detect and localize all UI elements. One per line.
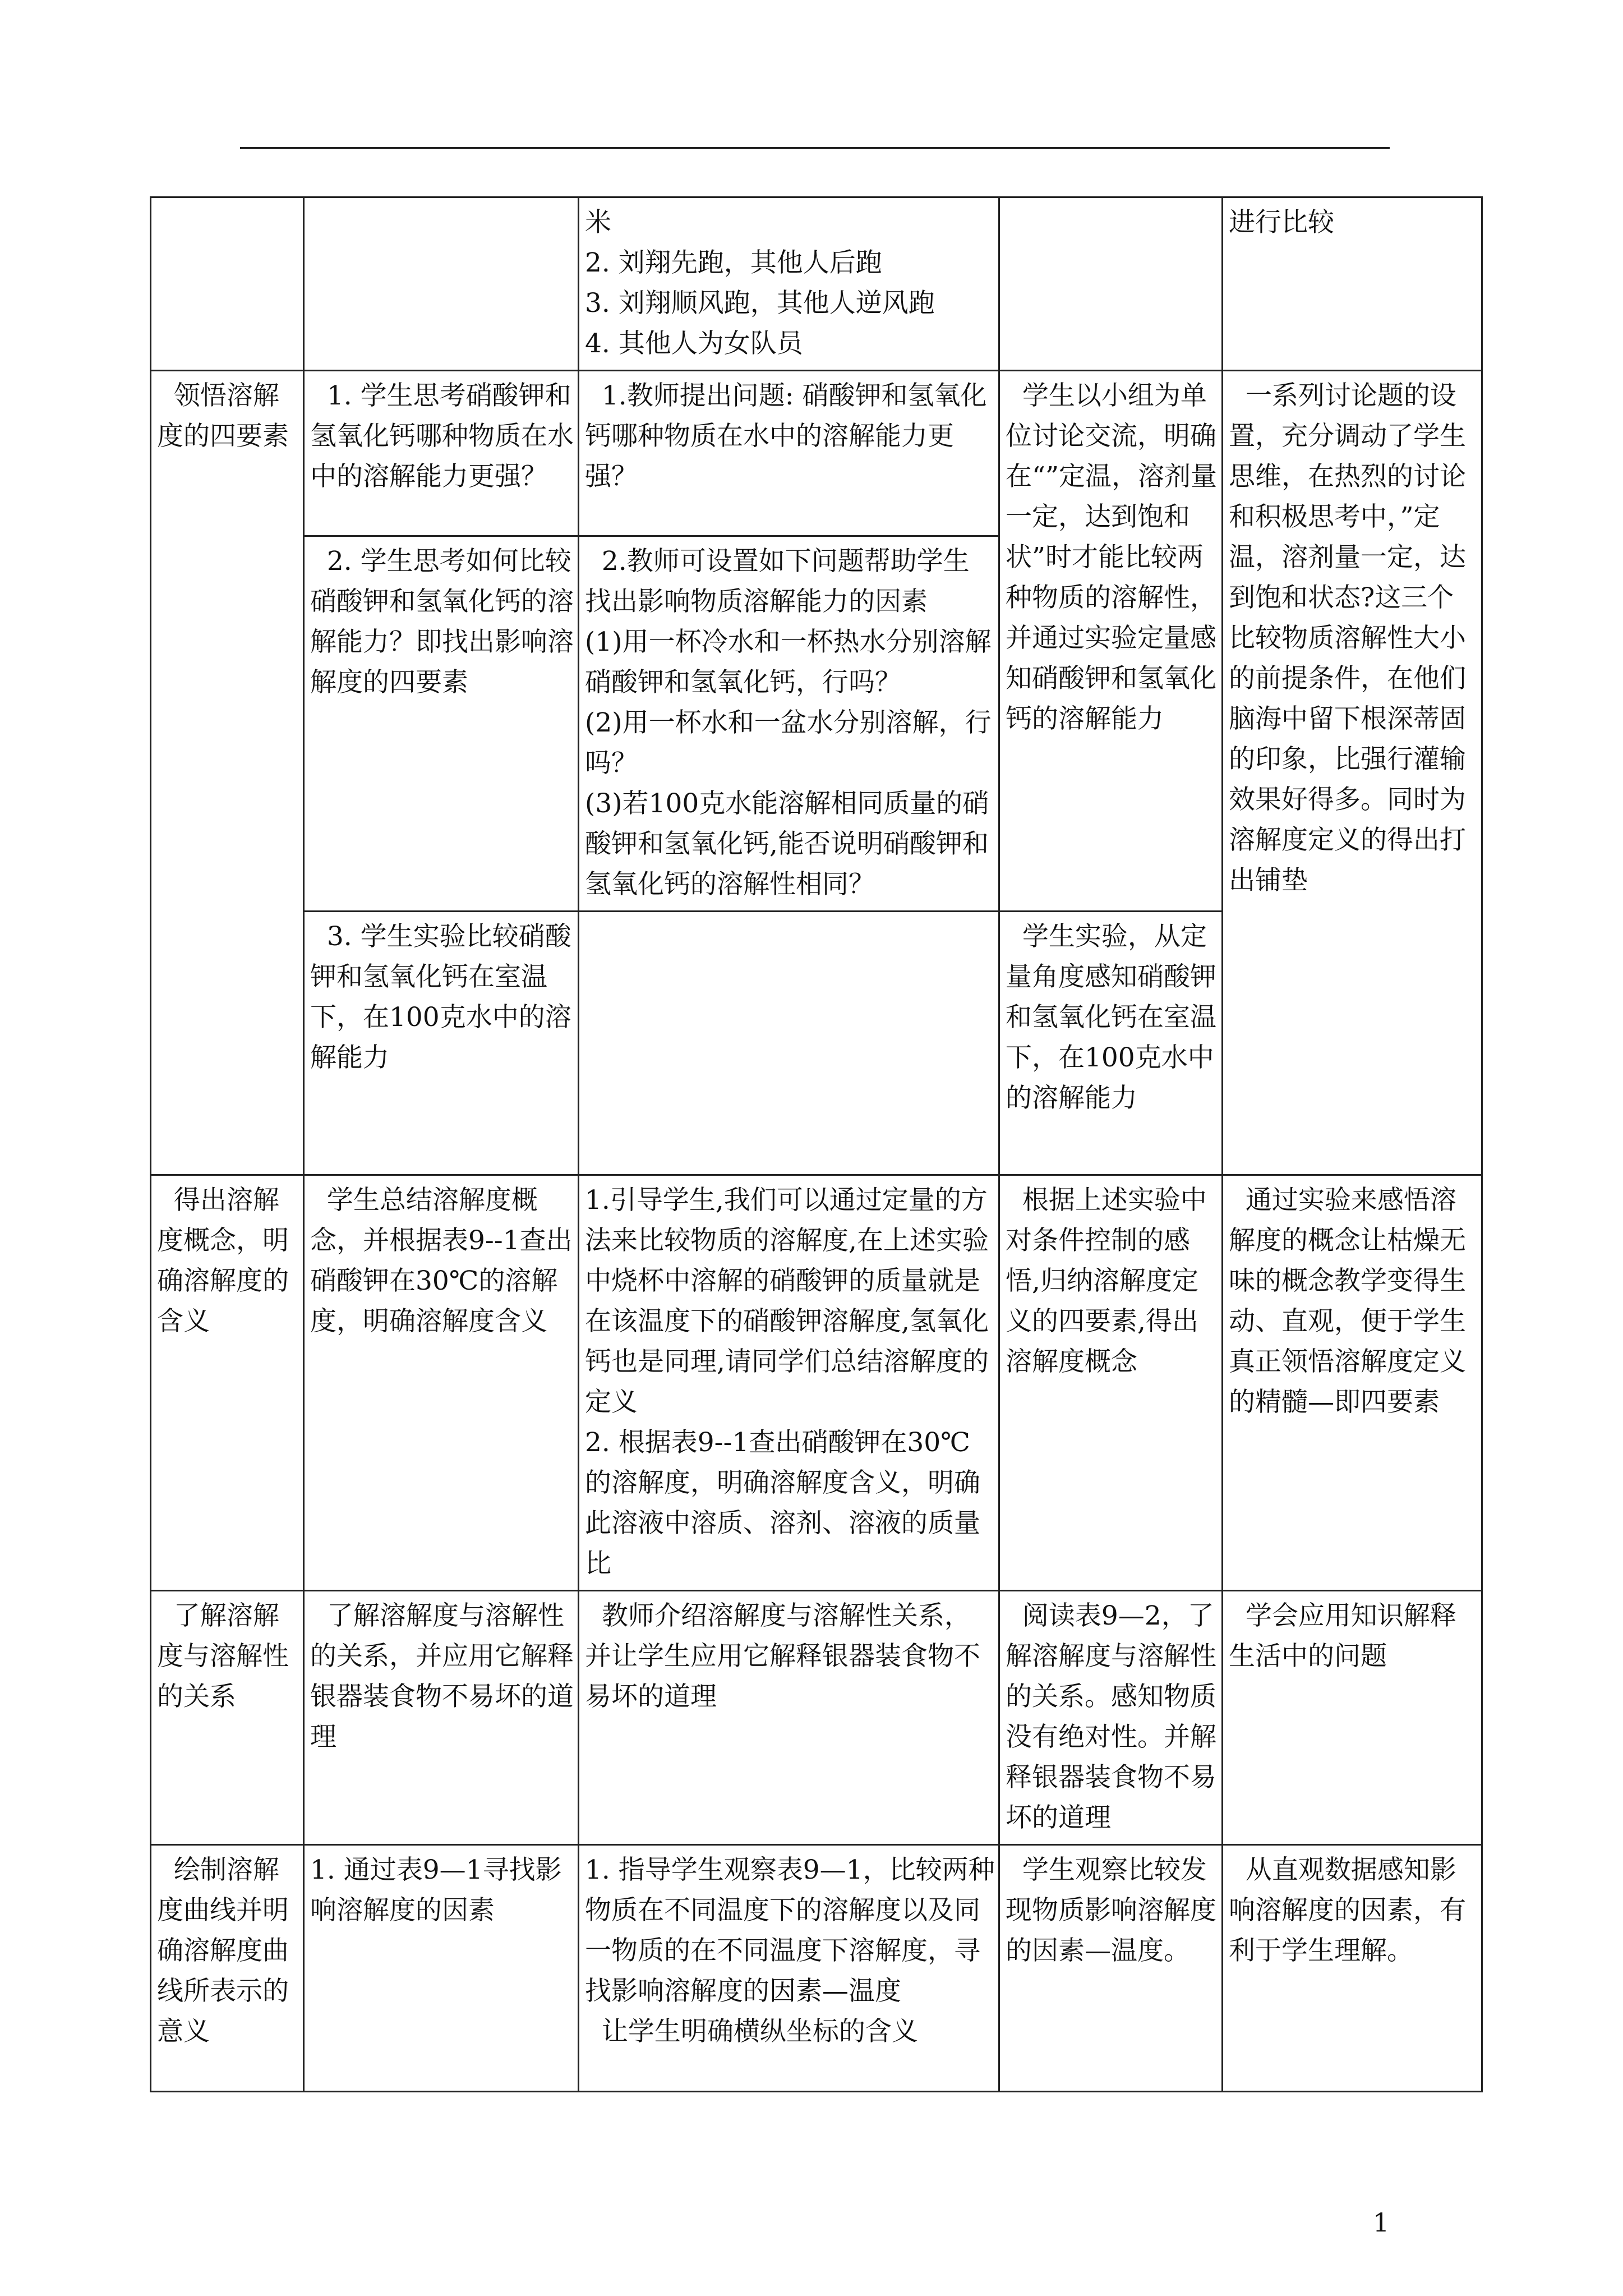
teacher-activity-cell: 教师介绍溶解度与溶解性关系，并让学生应用它解释银器装食物不易坏的道理 [579,1591,999,1845]
design-intent-cell: 从直观数据感知影响溶解度的因素，有利于学生理解。 [1223,1845,1482,2092]
student-activity-cell: 3. 学生实验比较硝酸钾和氢氧化钙在室温下，在100克水中的溶解能力 [304,912,579,1175]
header-rule [240,147,1390,149]
design-intent-cell: 通过实验来感悟溶解度的概念让枯燥无味的概念教学变得生动、直观，便于学生真正领悟溶解度定义的精髓—即四要素 [1223,1175,1482,1591]
student-activity-cell: 了解溶解度与溶解性的关系，并应用它解释银器装食物不易坏的道理 [304,1591,579,1845]
table-row [151,1591,1482,1845]
student-activity-cell: 1. 学生思考硝酸钾和氢氧化钙哪种物质在水中的溶解能力更强？ [304,371,579,536]
page-number: 1 [1373,2207,1390,2238]
design-intent-cell: 进行比较 [1223,197,1482,371]
stage-cell [151,197,304,371]
student-activity-cell: 2. 学生思考如何比较硝酸钾和氢氧化钙的溶解能力？即找出影响溶解度的四要素 [304,536,579,912]
expectation-cell: 学生观察比较发现物质影响溶解度的因素—温度。 [999,1845,1223,2092]
lesson-plan-table [150,196,1483,2092]
stage-cell: 领悟溶解度的四要素 [151,371,304,1175]
table-row [151,1845,1482,2092]
stage-cell: 得出溶解度概念，明确溶解度的含义 [151,1175,304,1591]
table-row [151,371,1482,536]
teacher-activity-cell [579,912,999,1175]
table-row [151,1175,1482,1591]
expectation-cell: 根据上述实验中对条件控制的感悟,归纳溶解度定义的四要素,得出溶解度概念 [999,1175,1223,1591]
teacher-activity-cell: 2.教师可设置如下问题帮助学生找出影响物质溶解能力的因素 (1)用一杯冷水和一杯热水分别溶解硝酸钾和氢氧化钙，行吗？ (2)用一杯水和一盆水分别溶解，行吗？ (3)若100克水能溶解相同质量的硝酸钾和氢氧化钙,能否说明硝酸钾和氢氧化钙的溶解性相同？ [579,536,999,912]
stage-cell: 绘制溶解度曲线并明确溶解度曲线所表示的意义 [151,1845,304,2092]
student-activity-cell [304,197,579,371]
stage-cell: 了解溶解度与溶解性的关系 [151,1591,304,1845]
expectation-cell: 学生实验，从定量角度感知硝酸钾和氢氧化钙在室温下，在100克水中的溶解能力 [999,912,1223,1175]
teacher-activity-cell: 米 2. 刘翔先跑，其他人后跑 3. 刘翔顺风跑，其他人逆风跑 4. 其他人为女队员 [579,197,999,371]
teacher-activity-cell: 1.引导学生,我们可以通过定量的方法来比较物质的溶解度,在上述实验中烧杯中溶解的硝酸钾的质量就是在该温度下的硝酸钾溶解度,氢氧化钙也是同理,请同学们总结溶解度的定义 2. 根据表9--1查出硝酸钾在30℃的溶解度，明确溶解度含义，明确此溶液中溶质、溶剂、溶液的质量比 [579,1175,999,1591]
design-intent-cell: 学会应用知识解释生活中的问题 [1223,1591,1482,1845]
teacher-activity-cell: 1.教师提出问题: 硝酸钾和氢氧化钙哪种物质在水中的溶解能力更强？ [579,371,999,536]
expectation-cell: 阅读表9—2，了解溶解度与溶解性的关系。感知物质没有绝对性。并解释银器装食物不易坏的道理 [999,1591,1223,1845]
table-row [151,197,1482,371]
teacher-activity-cell: 1. 指导学生观察表9—1，比较两种物质在不同温度下的溶解度以及同一物质的在不同温度下溶解度，寻找影响溶解度的因素—温度 让学生明确横纵坐标的含义 [579,1845,999,2092]
expectation-cell: 学生以小组为单位讨论交流，明确在“”定温，溶剂量一定，达到饱和状”时才能比较两种物质的溶解性，并通过实验定量感知硝酸钾和氢氧化钙的溶解能力 [999,371,1223,912]
student-activity-cell: 1. 通过表9—1寻找影响溶解度的因素 [304,1845,579,2092]
expectation-cell [999,197,1223,371]
design-intent-cell: 一系列讨论题的设置，充分调动了学生思维，在热烈的讨论和积极思考中，”定温，溶剂量一定，达到饱和状态?这三个比较物质溶解性大小的前提条件，在他们脑海中留下根深蒂固的印象，比强行灌输效果好得多。同时为溶解度定义的得出打出铺垫 [1223,371,1482,1175]
student-activity-cell: 学生总结溶解度概念，并根据表9--1查出硝酸钾在30℃的溶解度，明确溶解度含义 [304,1175,579,1591]
